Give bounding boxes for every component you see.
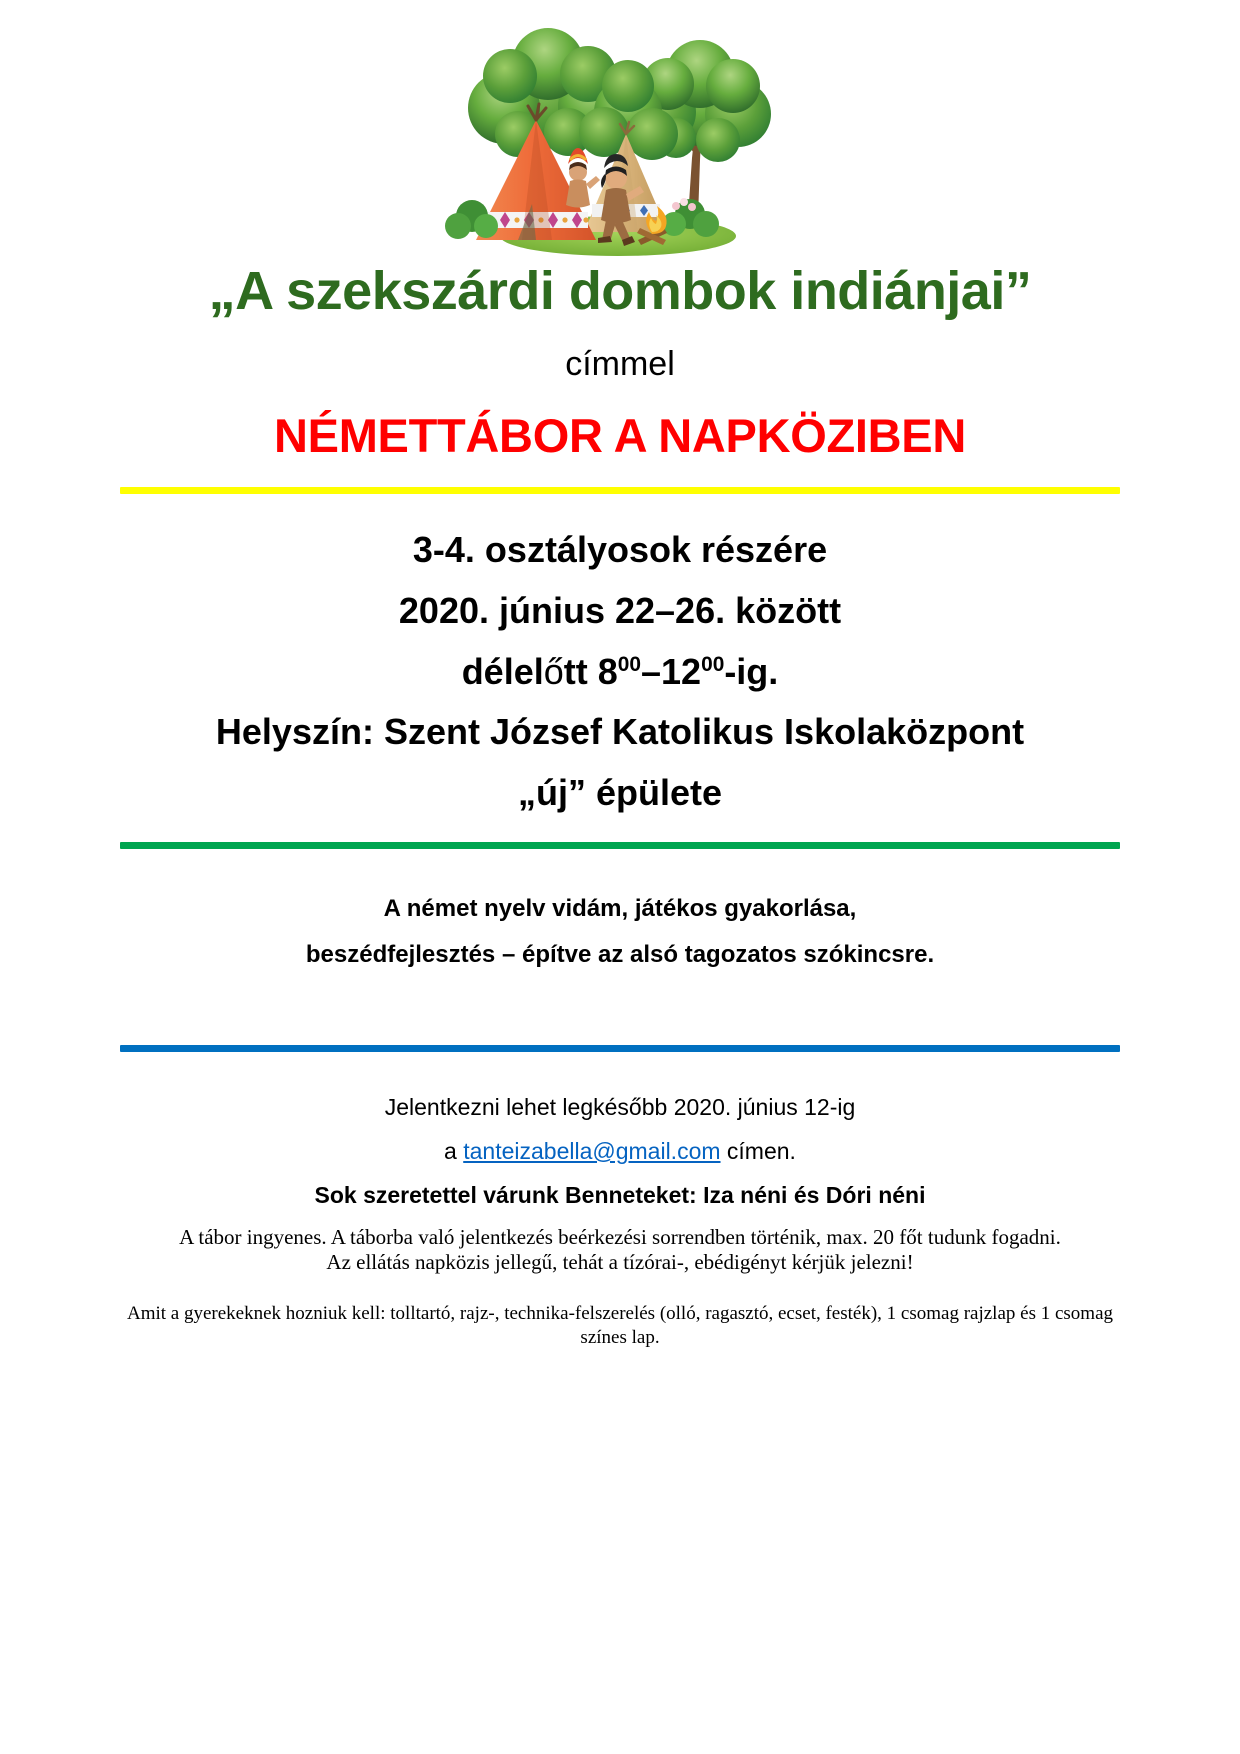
time-suffix: -ig. [724,650,779,692]
time-superscript-start: 00 [617,652,641,676]
poster-title: „A szekszárdi dombok indiánjai” [208,261,1032,321]
footer-line-1: A tábor ingyenes. A táborba való jelentkezés beérkezési sorrendben történik, max. 20 főt tudunk fogadni. [179,1224,1061,1249]
detail-time [120,631,1120,692]
description-line-2: beszédfejlesztés – építve az alsó tagozatos szókincsre. [305,940,935,968]
time-prefix: délel [461,650,544,692]
time-mid: tt 8 [563,650,618,692]
description-block [120,849,1120,1014]
deadline-prefix: Jelentkezni lehet legkés [384,1093,629,1120]
footer-line-2: Az ellátás napközis jellegű, tehát a tízórai-, ebédigényt kérjük jelezni! [326,1250,914,1275]
deadline-suffix: bb 2020. június 12-ig [641,1093,856,1120]
footer-line-3: Amit a gyerekeknek hozniuk kell: tolltartó, rajz-, technika-felszerelés (olló, ragasztó, ecset, festék), 1 csomag rajzlap és 1 csomag színes lap. [126,1303,1114,1348]
detail-dates: 2020. június 22–26. között [398,589,842,631]
registration-deadline [120,1052,1120,1120]
time-between: –12 [641,650,702,692]
detail-venue-line-2: „új” épülete [517,771,723,813]
registration-email-line [120,1120,1120,1164]
time-soft-o: ő [543,650,564,692]
email-prefix: a [444,1137,464,1164]
poster-subtitle: címmel [565,345,675,384]
contact-block [120,1052,1120,1209]
divider-green [120,842,1120,849]
poster-headline: NÉMETTÁBOR A NAPKÖZIBEN [274,408,966,462]
greeting-line: Sok szeretettel várunk Benneteket: Iza néni és Dóri néni [314,1182,926,1209]
detail-venue-line-1: Helyszín: Szent József Katolikus Iskolaközpont [215,711,1025,753]
divider-yellow [120,487,1120,494]
deadline-soft-o: ő [628,1093,642,1120]
time-superscript-end: 00 [701,652,725,676]
child-headdress [566,148,600,208]
divider-blue [120,1045,1120,1052]
indian-camp-illustration [400,8,840,256]
email-link[interactable]: tanteizabella@gmail.com [463,1137,721,1164]
footer-block [120,1209,1120,1349]
details-block [120,494,1120,812]
email-suffix: címen. [720,1137,796,1164]
description-line-1: A német nyelv vidám, játékos gyakorlása, [383,895,857,923]
illustration-container [120,0,1120,256]
detail-audience: 3-4. osztályosok részére [412,529,828,571]
